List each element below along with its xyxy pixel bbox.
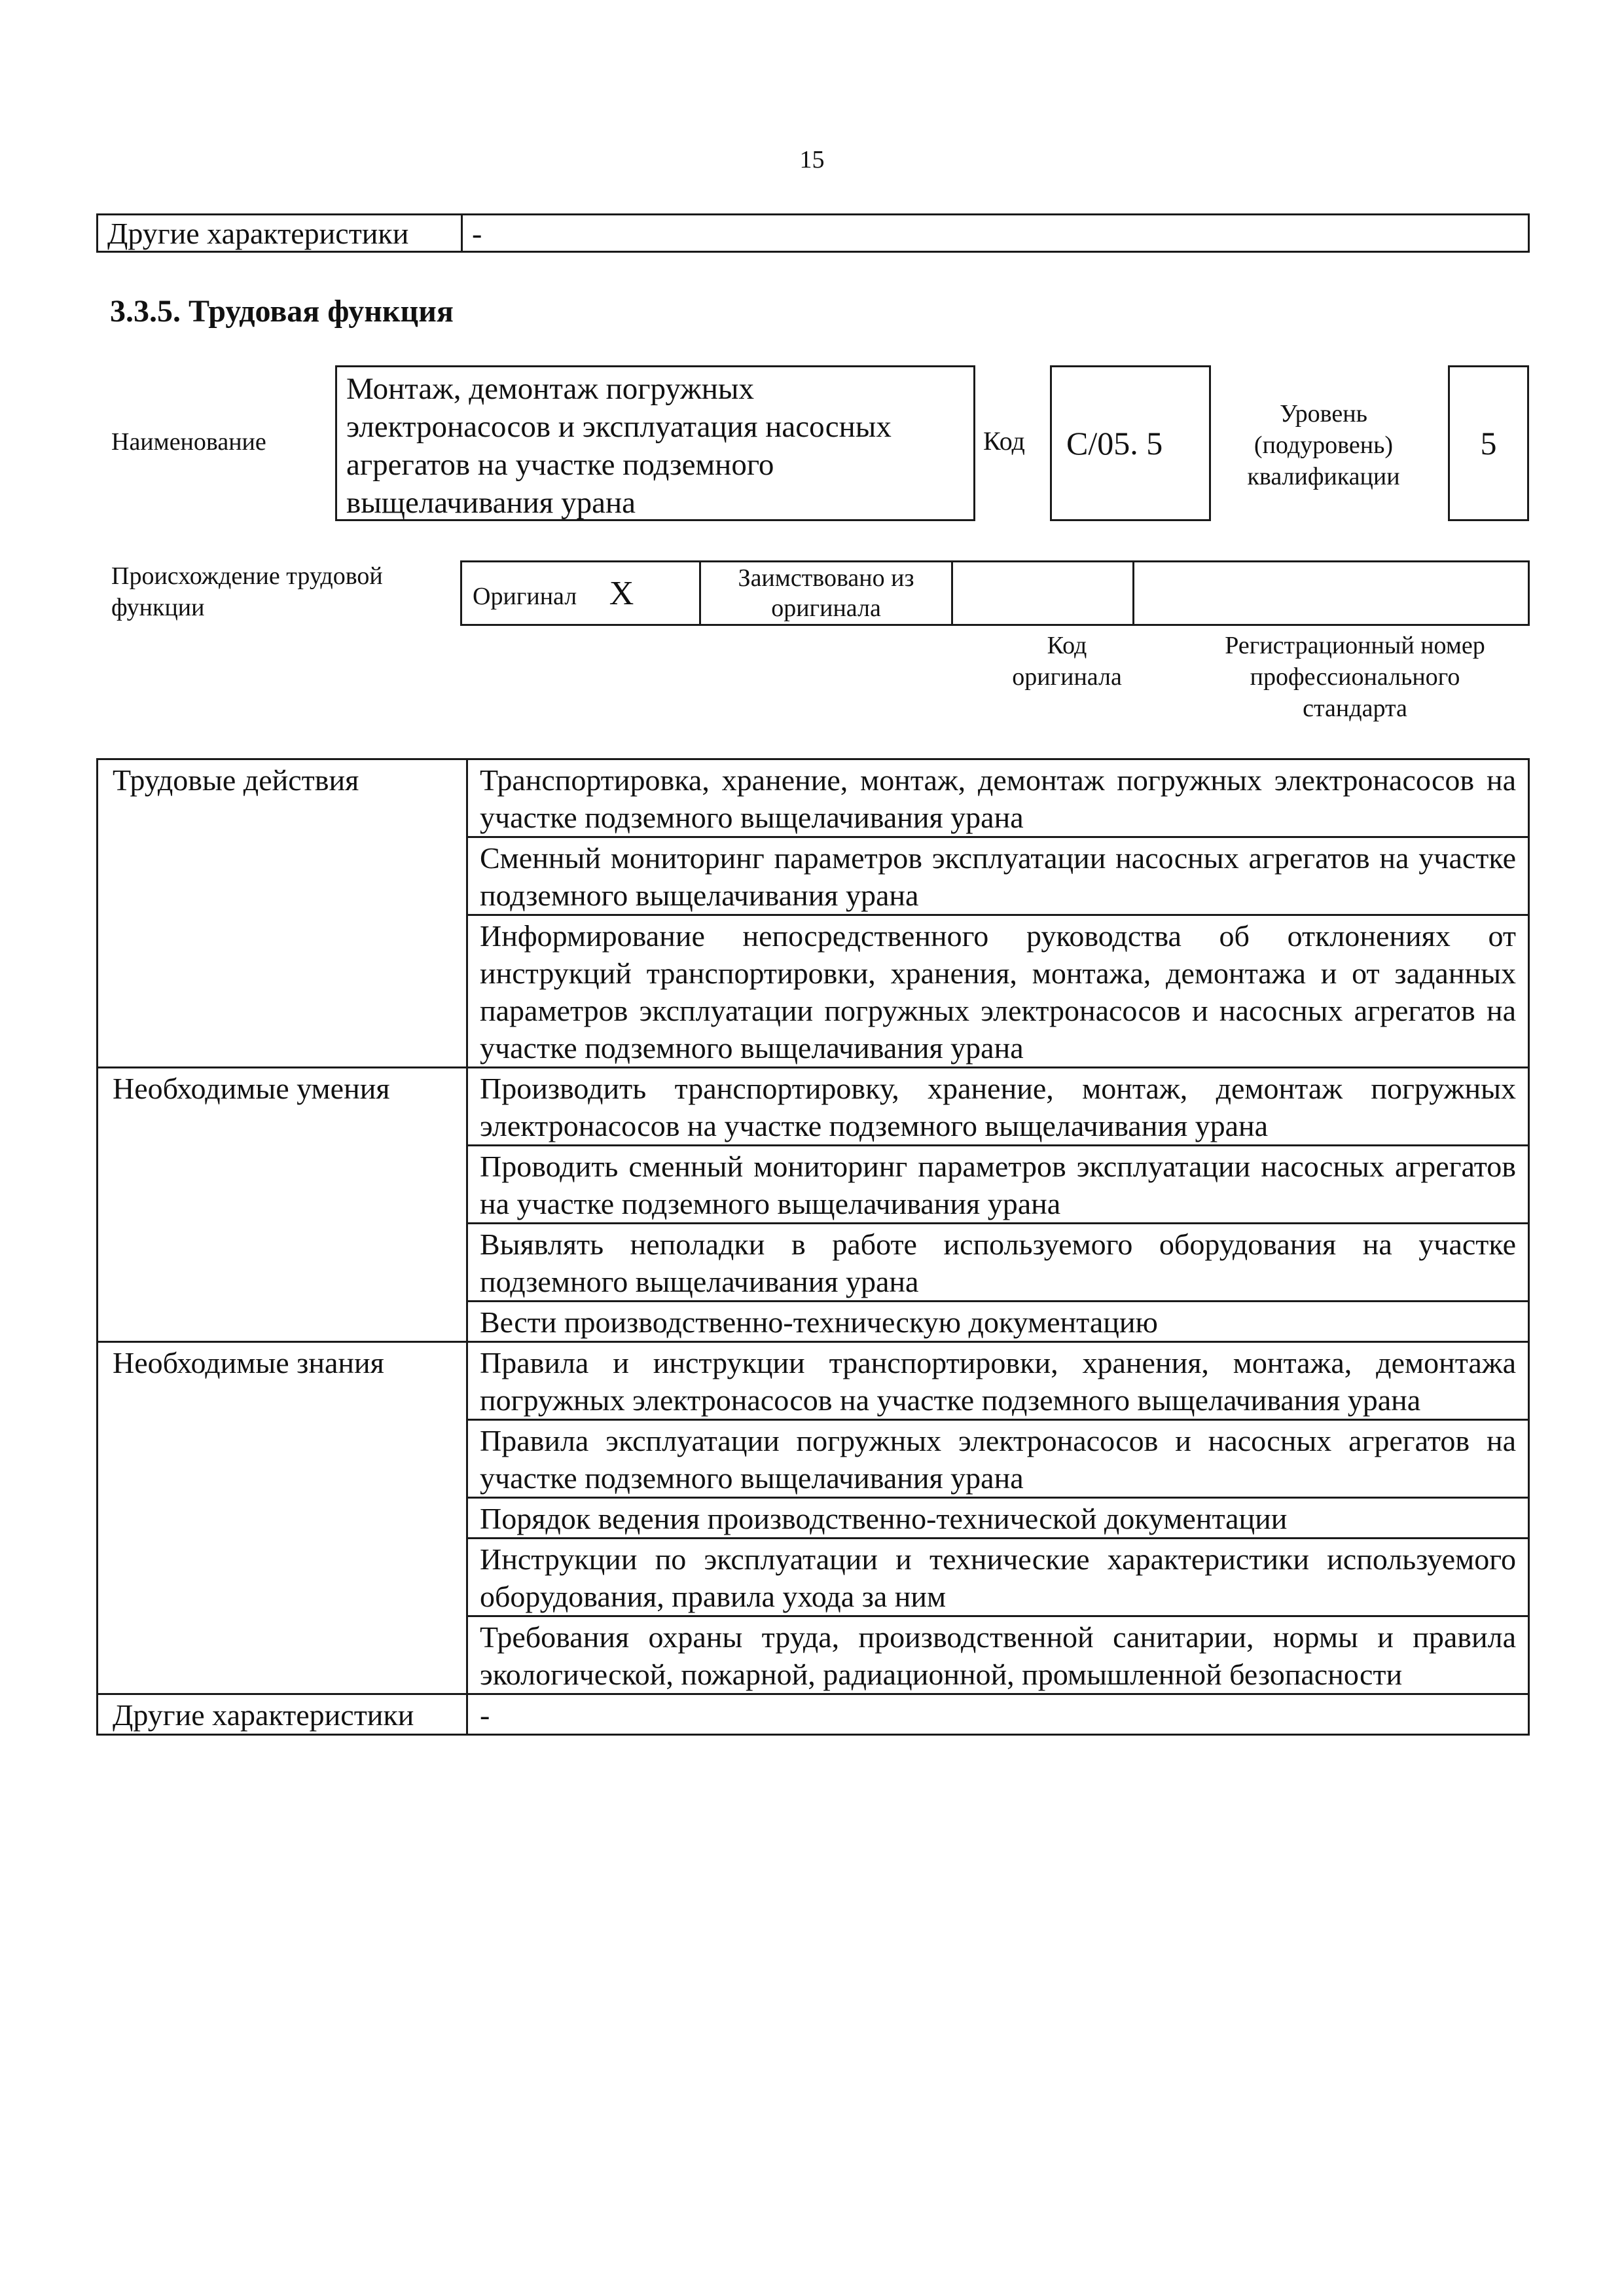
knowledge-item: Правила и инструкции транспортировки, хранения, монтажа, демонтажа погружных электронасосов на участке подземного выщелачивания урана xyxy=(467,1342,1529,1420)
qualification-level-label xyxy=(1219,398,1428,492)
knowledge-item: Требования охраны труда, производственной санитарии, нормы и правила экологической, пожарной, радиационной, промышленной безопасности xyxy=(467,1616,1529,1694)
skill-item: Вести производственно-техническую документацию xyxy=(467,1302,1529,1342)
name-label: Наименование xyxy=(111,428,266,456)
prev-other-label: Другие характеристики xyxy=(98,215,462,252)
function-details-table xyxy=(96,758,1530,1736)
prev-other-value: - xyxy=(462,215,1529,252)
other-label: Другие характеристики xyxy=(98,1694,467,1735)
origin-label-line1: Происхождение трудовой xyxy=(111,562,383,590)
skills-label: Необходимые умения xyxy=(98,1068,467,1342)
table-row xyxy=(98,1068,1529,1146)
origin-table xyxy=(460,560,1530,626)
actions-label: Трудовые действия xyxy=(98,759,467,1068)
knowledge-item: Порядок ведения производственно-технической документации xyxy=(467,1498,1529,1539)
section-title: 3.3.5. Трудовая функция xyxy=(110,294,454,329)
level-label-line3: квалификации xyxy=(1247,463,1400,490)
level-label-line1: Уровень xyxy=(1280,400,1367,428)
prev-other-characteristics-table xyxy=(96,213,1530,253)
origin-label xyxy=(111,560,452,623)
skill-item: Проводить сменный мониторинг параметров эксплуатации насосных агрегатов на участке подземного выщелачивания урана xyxy=(467,1146,1529,1224)
origin-original-cell xyxy=(461,562,700,625)
skill-item: Выявлять неполадки в работе используемого оборудования на участке подземного выщелачивания урана xyxy=(467,1224,1529,1302)
origin-reg-number-cell xyxy=(1134,562,1529,625)
level-label-line2: (подуровень) xyxy=(1254,431,1394,459)
knowledge-item: Правила эксплуатации погружных электронасосов и насосных агрегатов на участке подземного выщелачивания урана xyxy=(467,1420,1529,1498)
code-label: Код xyxy=(983,426,1025,456)
borrowed-line2: оригинала xyxy=(771,594,881,622)
reg-caption-line2: профессионального xyxy=(1250,663,1460,691)
original-code-caption xyxy=(969,630,1165,693)
knowledge-item: Инструкции по эксплуатации и технические характеристики используемого оборудования, правила ухода за ним xyxy=(467,1539,1529,1616)
action-item: Информирование непосредственного руководства об отклонениях от инструкций транспортировки, хранения, монтажа, демонтажа и от заданных параметров эксплуатации погружных электронасосов и насосных агрегатов на участке подземного выщелачивания урана xyxy=(467,915,1529,1068)
code-caption-line2: оригинала xyxy=(1012,663,1122,691)
page-number: 15 xyxy=(799,146,825,173)
original-label: Оригинал xyxy=(473,582,577,610)
reg-number-caption xyxy=(1178,630,1532,724)
borrowed-line1: Заимствовано из xyxy=(738,564,914,592)
reg-caption-line3: стандарта xyxy=(1303,695,1407,722)
table-row xyxy=(98,759,1529,837)
action-item: Транспортировка, хранение, монтаж, демонтаж погружных электронасосов на участке подземного выщелачивания урана xyxy=(467,759,1529,837)
table-row xyxy=(98,1694,1529,1735)
function-code-box: C/05. 5 xyxy=(1050,365,1211,521)
table-row xyxy=(98,1342,1529,1420)
origin-borrowed-cell xyxy=(700,562,952,625)
origin-code-cell xyxy=(952,562,1134,625)
code-caption-line1: Код xyxy=(1047,632,1087,659)
action-item: Сменный мониторинг параметров эксплуатации насосных агрегатов на участке подземного выщелачивания урана xyxy=(467,837,1529,915)
original-mark: X xyxy=(609,574,634,612)
other-value: - xyxy=(467,1694,1529,1735)
function-name-box: Монтаж, демонтаж погружных электронасосов и эксплуатация насосных агрегатов на участке подземного выщелачивания урана xyxy=(335,365,975,521)
knowledge-label: Необходимые знания xyxy=(98,1342,467,1694)
skill-item: Производить транспортировку, хранение, монтаж, демонтаж погружных электронасосов на участке подземного выщелачивания урана xyxy=(467,1068,1529,1146)
qualification-level-box: 5 xyxy=(1448,365,1529,521)
reg-caption-line1: Регистрационный номер xyxy=(1225,632,1485,659)
origin-label-line2: функции xyxy=(111,594,205,621)
